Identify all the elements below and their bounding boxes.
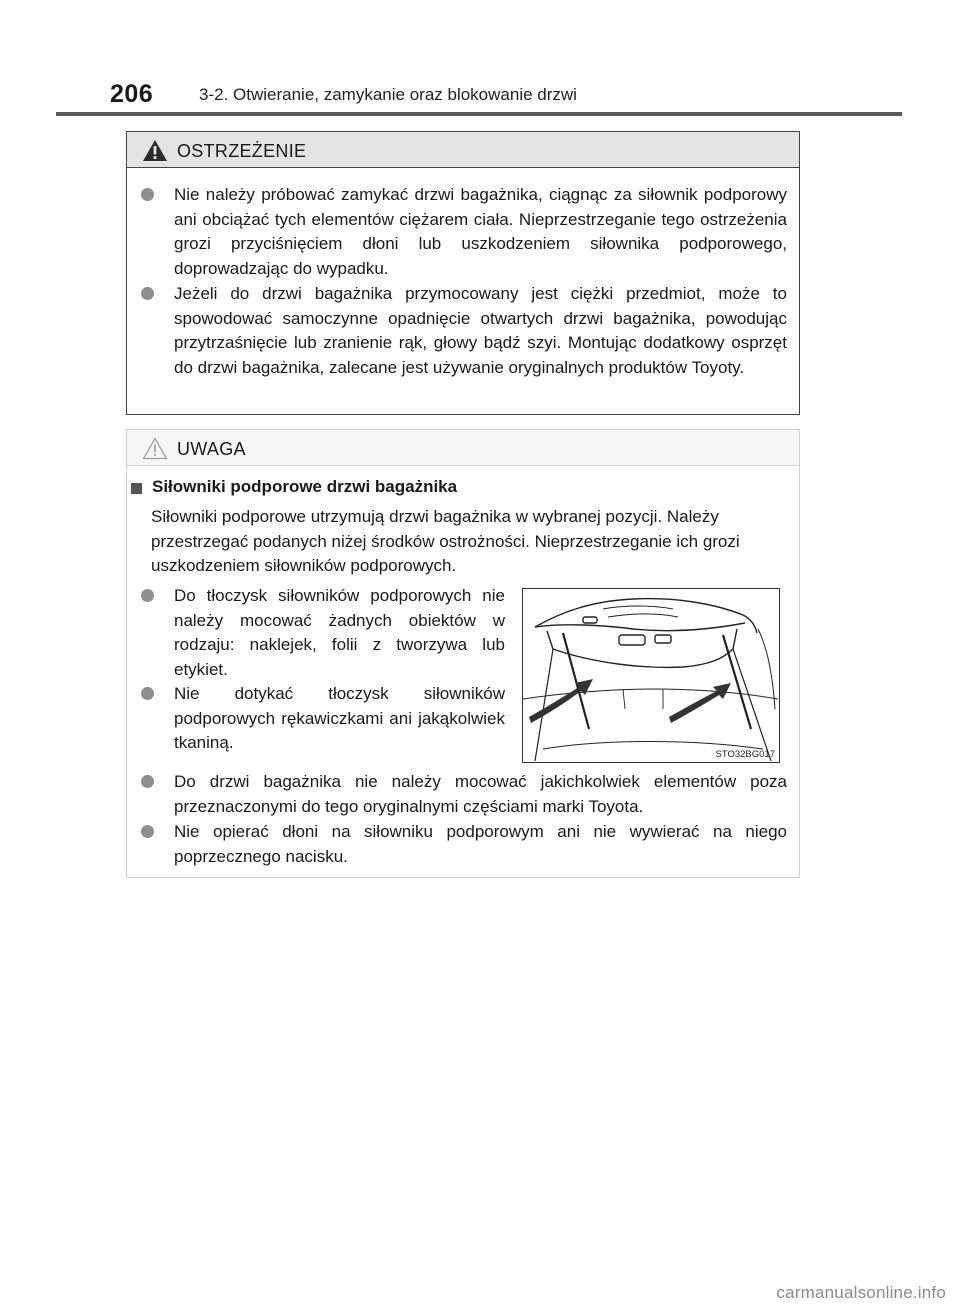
warning-item-text: Nie należy próbować zamykać drzwi bagażnika, ciągnąc za siłownik podporowy ani obciążać tych elementów ciężarem ciała. Nieprzestrzeganie tego ostrzeżenia grozi przyciśnięciem dłoni lub uszkodzeniem siłownika podporowego, doprowadzając do wypadku.	[174, 185, 787, 278]
figure-caption: STO32BG017	[715, 749, 775, 760]
section-title: Siłowniki podporowe drzwi bagażnika	[152, 477, 458, 496]
warning-header	[127, 132, 799, 168]
notice-header	[127, 430, 799, 466]
notice-item	[141, 820, 787, 869]
warning-item	[141, 183, 787, 281]
notice-item-text: Nie opierać dłoni na siłowniku podporowym ani nie wywierać na niego poprzecznego nacisku.	[174, 822, 787, 866]
header-rule	[56, 112, 902, 116]
notice-box	[126, 429, 800, 878]
notice-item	[141, 584, 505, 682]
page-number: 206	[110, 80, 154, 108]
caution-triangle-icon	[142, 437, 168, 460]
notice-item-text: Nie dotykać tłoczysk siłowników podporowych rękawiczkami ani jakąkolwiek tkaniną.	[174, 684, 505, 752]
tailgate-strut-illustration	[522, 588, 780, 763]
notice-item	[141, 770, 787, 819]
bullet-dot-icon	[141, 825, 154, 838]
page-header	[0, 0, 960, 116]
warning-title: OSTRZEŻENIE	[177, 141, 307, 161]
bullet-dot-icon	[141, 287, 154, 300]
notice-item-text: Do tłoczysk siłowników podporowych nie należy mocować żadnych obiektów w rodzaju: naklejek, folii z tworzywa lub etykiet.	[174, 586, 505, 679]
bullet-dot-icon	[141, 687, 154, 700]
bullet-dot-icon	[141, 775, 154, 788]
tailgate-drawing	[523, 589, 778, 761]
chapter-title: 3-2. Otwieranie, zamykanie oraz blokowanie drzwi	[199, 85, 577, 104]
bullet-dot-icon	[141, 589, 154, 602]
notice-item-text: Do drzwi bagażnika nie należy mocować jakichkolwiek elementów poza przeznaczonymi do tego oryginalnymi częściami marki Toyota.	[174, 772, 787, 816]
notice-item	[141, 682, 505, 756]
bullet-dot-icon	[141, 188, 154, 201]
warning-triangle-icon	[142, 139, 168, 162]
warning-item	[141, 282, 787, 380]
warning-box	[126, 131, 800, 415]
watermark: carmanualsonline.info	[776, 1283, 946, 1302]
warning-item-text: Jeżeli do drzwi bagażnika przymocowany jest ciężki przedmiot, może to spowodować samoczynne opadnięcie otwartych drzwi bagażnika, powodując przytrzaśnięcie lub zranienie rąk, głowy bądź szyi. Montując dodatkowy osprzęt do drzwi bagażnika, zalecane jest używanie oryginalnych produktów Toyoty.	[174, 284, 787, 377]
section-intro: Siłowniki podporowe utrzymują drzwi bagażnika w wybranej pozycji. Należy przestrzegać podanych niżej środków ostrożności. Nieprzestrzeganie ich grozi uszkodzeniem siłowników podporowych.	[151, 507, 740, 575]
section-square-icon	[131, 483, 142, 494]
notice-title: UWAGA	[177, 439, 246, 459]
